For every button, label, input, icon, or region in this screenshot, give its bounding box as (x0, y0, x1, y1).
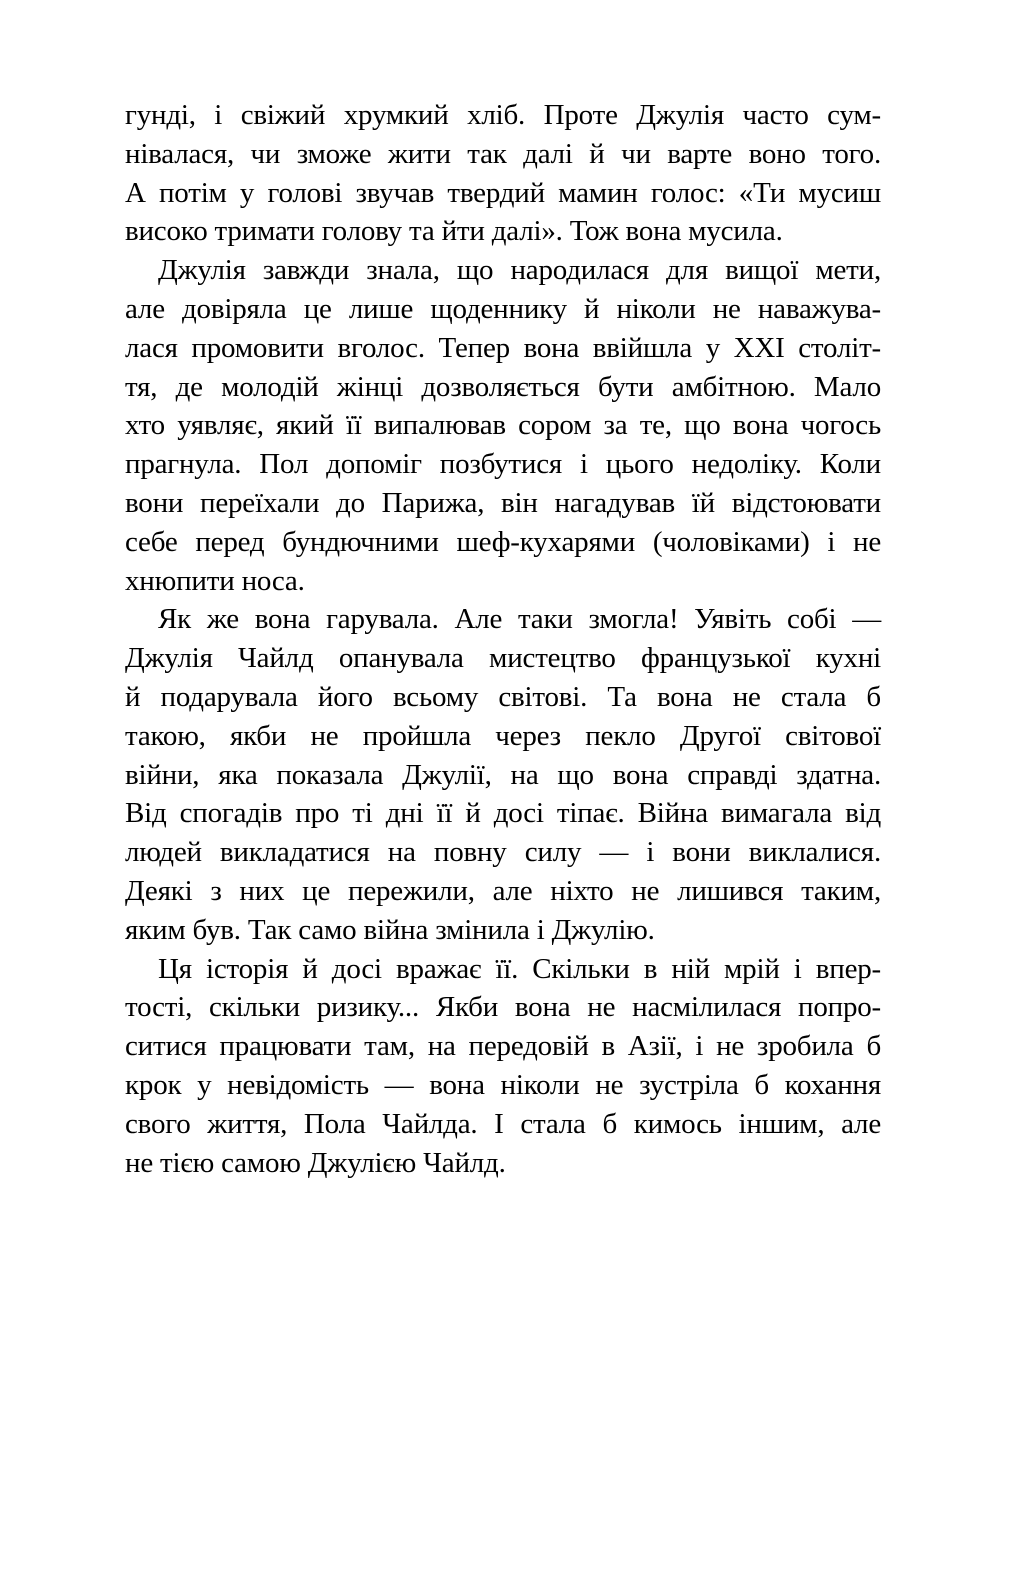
text-line: людей викладатися на повну силу — і вони виклалися. (125, 836, 881, 869)
text-line: тості, скільки ризику... Якби вона не насмілилася попро- (125, 991, 881, 1024)
text-line: Від спогадів про ті дні її й досі тіпає. Війна вимагала від (125, 797, 881, 830)
text-line: лася промовити вголос. Тепер вона ввійшла у XXI століт- (125, 331, 881, 364)
text-line: Джулія завжди знала, що народилася для вищої мети, (158, 254, 881, 287)
page-text-block (125, 96, 881, 1182)
text-line: ситися працювати там, на передовій в Азії, і не зробила б (125, 1030, 881, 1063)
text-line: Джулія Чайлд опанувала мистецтво французької кухні (125, 642, 881, 675)
paragraph (125, 950, 881, 1183)
text-line: А потім у голові звучав твердий мамин голос: «Ти мусиш (125, 176, 881, 209)
text-line: вони переїхали до Парижа, він нагадував їй відстоювати (125, 486, 881, 519)
text-line: хнюпити носа. (125, 564, 305, 597)
text-line: не тією самою Джулією Чайлд. (125, 1146, 506, 1179)
text-line: Ця історія й досі вражає її. Скільки в ній мрій і впер- (158, 952, 881, 985)
text-line: але довіряла це лише щоденнику й ніколи не наважува- (125, 292, 881, 325)
text-line: високо тримати голову та йти далі». Тож вона мусила. (125, 215, 783, 248)
text-line: нівалася, чи зможе жити так далі й чи варте воно того. (125, 137, 881, 170)
text-line: себе перед бундючними шеф-кухарями (чоловіками) і не (125, 525, 881, 558)
text-line: Деякі з них це пережили, але ніхто не лишився таким, (125, 874, 881, 907)
text-line: такою, якби не пройшла через пекло Другої світової (125, 719, 881, 752)
paragraph (125, 251, 881, 600)
text-line: крок у невідомість — вона ніколи не зустріла б кохання (125, 1068, 881, 1101)
text-line: Як же вона гарувала. Але таки змогла! Уявіть собі — (158, 603, 881, 636)
paragraph (125, 96, 881, 251)
text-line: хто уявляє, який її випалював сором за те, що вона чогось (125, 409, 881, 442)
text-line: гунді, і свіжий хрумкий хліб. Проте Джулія часто сум- (125, 99, 881, 131)
text-line: й подарувала його всьому світові. Та вона не стала б (125, 680, 881, 713)
text-line: війни, яка показала Джулії, на що вона справді здатна. (125, 758, 881, 791)
text-line: тя, де молодій жінці дозволяється бути амбітною. Мало (125, 370, 881, 403)
text-line: свого життя, Пола Чайлда. І стала б кимось іншим, але (125, 1107, 881, 1140)
paragraph (125, 600, 881, 949)
text-line: прагнула. Пол допоміг позбутися і цього недоліку. Коли (125, 448, 881, 481)
text-line: яким був. Так само війна змінила і Джулію. (125, 913, 655, 946)
